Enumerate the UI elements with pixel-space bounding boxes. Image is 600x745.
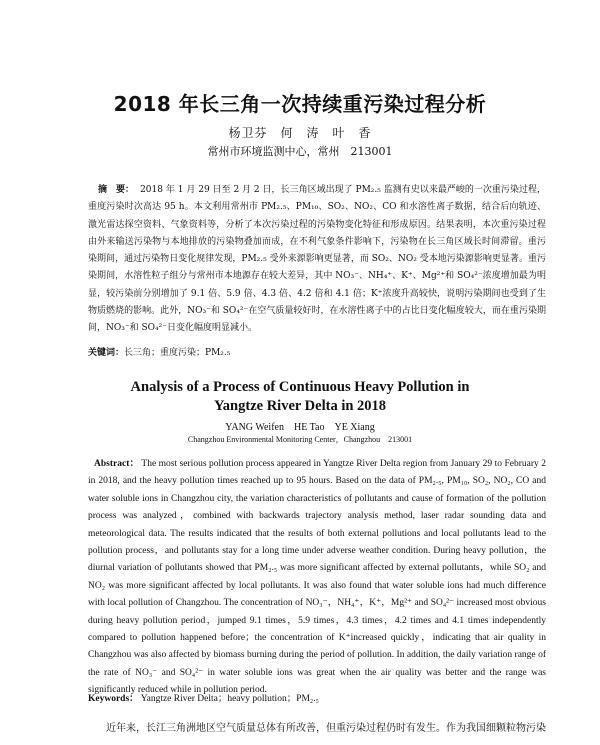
chinese-abstract-label: 摘 要： bbox=[98, 185, 135, 195]
english-affiliation: Changzhou Environmental Monitoring Center，Changzhou 213001 bbox=[187, 435, 413, 444]
english-keywords bbox=[88, 692, 546, 706]
english-authors: YANG Weifen HE Tao YE Xiang bbox=[225, 422, 375, 433]
introduction-paragraph bbox=[88, 722, 558, 736]
chinese-keywords bbox=[88, 346, 546, 360]
introduction-text: 近年来，长江三角洲地区空气质量总体有所改善，但重污染过程仍时有发生。作为我国细颗粒物污染 bbox=[106, 723, 546, 734]
english-abstract-label: Abstract： bbox=[94, 459, 140, 469]
english-abstract-text: The most serious pollution process appeared in Yangtze River Delta region from January 29 to February 2 in 2018, and the heavy pollution times reached up to 95 hours. Based on the data of PM₂.₅, PM₁₀, SO₂, NO₂, CO and water soluble ions in Changzhou city, the variation characteristics of pollutants and cause of formation of the pollution process was analyzed，combined with backwards trajectory analysis method, laser radar sounding data and meteorological data. The results indicated that the results of both external pollutions and local pollutants lead to the pollution process，and pollutants stay for a long time under adverse weather condition. During heavy pollution，the diurnal variation of pollutants showed that PM₂.₅ was more significant affected by external pollutants，while SO₂ and NO₂ was more significant affected by local pollutants. It was also found that water soluble ions had much difference with local pollution of Changzhou. The concentration of NO₃⁻，NH₄⁺，K⁺，Mg²⁺ and SO₄²⁻ increased most obvious during heavy pollution period，jumped 9.1 times，5.9 times，4.3 times，4.2 times and 4.1 times independently compared to pollution happened before；the concentration of K⁺increased quickly，indicating that air quality in Changzhou was also affected by biomass burning during the period of pollution. In addition, the daily variation range of the rate of NO₃⁻ and SO₄²⁻ in water soluble ions was great when the air quality was better and the range was significantly reduced while in pollution period. bbox=[88, 459, 546, 696]
chinese-title: 2018 年长三角一次持续重污染过程分析 bbox=[113, 92, 487, 116]
english-title-line-1: Analysis of a Process of Continuous Heavy Pollution in bbox=[130, 379, 470, 395]
english-abstract bbox=[88, 456, 546, 700]
chinese-keywords-text: 长三角；重度污染；PM₂.₅ bbox=[124, 348, 231, 358]
english-title-line-2: Yangtze River Delta in 2018 bbox=[213, 398, 387, 414]
english-keywords-label: Keywords： bbox=[88, 694, 139, 704]
english-keywords-text: Yangtze River Delta；heavy pollution；PM₂.₅ bbox=[140, 694, 319, 704]
chinese-authors: 杨卫芬 何 涛 叶 香 bbox=[228, 126, 372, 140]
chinese-affiliation: 常州市环境监测中心，常州 213001 bbox=[207, 145, 393, 158]
chinese-abstract-text: 2018 年 1 月 29 日至 2 月 2 日，长三角区域出现了 PM₂.₅ 监测有史以来最严峻的一次重污染过程，重度污染时次高达 95 h。本文利用常州市 PM₂.₅、PM₁₀、SO₂、NO₂、CO 和水溶性离子数据，结合后向轨迹、激光雷达探空资料、气象资料等，分析了本次污染过程的污染物变化特征和形成原因。结果表明，本次重污染过程由外来输送污染物与本地排放的污染物叠加而成，在不利气象条件影响下，污染物在长三角区域长时间滞留。重污染期间，通过污染物日变化规律发现，PM₂.₅ 受外来源影响更显著，而 SO₂、NO₂ 受本地污染源影响更显著。重污染期间，水溶性粒子组分与常州市本地源存在较大差异，其中 NO₃⁻、NH₄⁺、K⁺、Mg²⁺和 SO₄²⁻浓度增加最为明显，较污染前分别增加了 9.1 倍、5.9 倍、4.3 倍、4.2 倍和 4.1 倍；K⁺浓度升高较快，说明污染期间也受到了生物质燃烧的影响。此外，NO₃⁻和 SO₄²⁻在空气质量较好时，在水溶性离子中的占比日变化幅度较大，而在重污染期间，NO₃⁻和 SO₄²⁻日变化幅度明显减小。 bbox=[88, 185, 546, 334]
english-title bbox=[0, 378, 600, 416]
chinese-abstract bbox=[88, 182, 546, 338]
chinese-keywords-label: 关键词： bbox=[88, 348, 125, 358]
